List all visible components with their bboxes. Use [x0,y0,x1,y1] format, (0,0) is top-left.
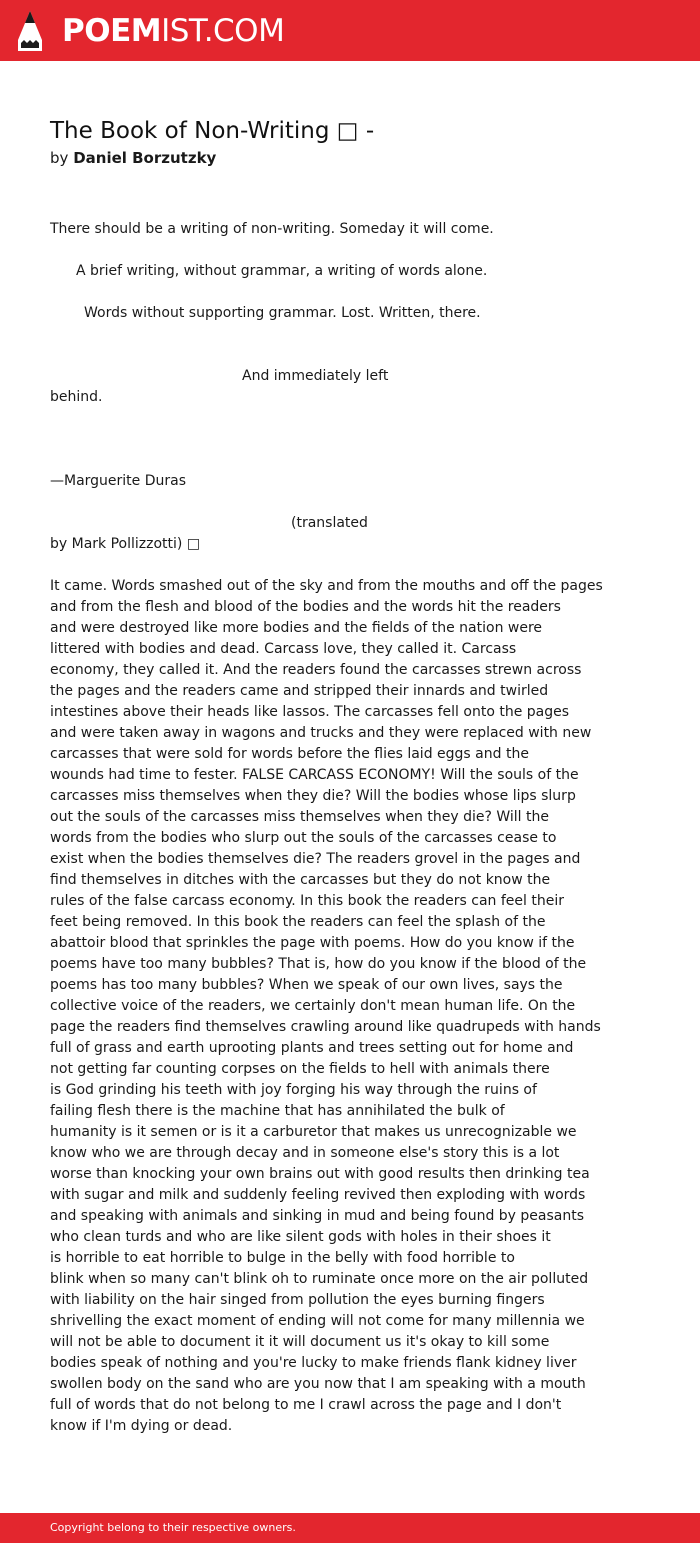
translator-credit: by Mark Pollizzotti) □ [50,536,201,552]
epigraph-line: And immediately left [242,368,389,384]
pencil-icon [17,10,43,52]
epigraph-attribution: —Marguerite Duras [50,473,187,489]
copyright-text: Copyright belong to their respective owners. [50,1521,296,1534]
epigraph-line: Words without supporting grammar. Lost. Written, there. [84,305,481,321]
site-logo-link[interactable] [62,10,284,52]
epigraph-line: There should be a writing of non-writing. Someday it will come. [50,221,494,237]
by-label: by [50,149,69,167]
poem-body: It came. Words smashed out of the sky and from the mouths and off the pages and from the flesh and blood of the bodies and the words hit the readers and were destroyed like more bodies and the fields of the nation were littered with bodies and dead. Carcass love, they called it. Carcass economy, they called it. And the readers found the carcasses strewn across the pages and the readers came and stripped their innards and twirled intestines above their heads like lassos. The carcasses fell onto the pages and were taken away in wagons and trucks and they were replaced with new carcasses that were sold for words before the flies laid eggs and the wounds had time to fester. FALSE CARCASS ECONOMY! Will the souls of the carcasses miss themselves when they die? Will the bodies whose lips slurp out the souls of the carcasses miss themselves when they die? Will the words from the bodies who slurp out the souls of the carcasses cease to exist when the bodies themselves die? The readers grovel in the pages and find themselves in ditches with the carcasses but they do not know the rules of the false carcass economy. In this book the readers can feel their feet being removed. In this book the readers can feel the splash of the abattoir blood that sprinkles the page with poems. How do you know if the poems have too many bubbles? That is, how do you know if the blood of the poems has too many bubbles? When we speak of our own lives, says the collective voice of the readers, we certainly don't mean human life. On the page the readers find themselves crawling around like quadrupeds with hands full of grass and earth uprooting plants and trees setting out for home and not getting far counting corpses on the fields to hell with animals there is God grinding his teeth with joy forging his way through the ruins of failing flesh there is the machine that has annihilated the bulk of humanity is it semen or is it a carburetor that makes us unrecognizable we know who we are through decay and in someone else's story this is a lot worse than knocking your own brains out with good results then drinking tea with sugar and milk and suddenly feeling revived then exploding with words and speaking with animals and sinking in mud and being found by peasants who clean turds and who are like silent gods with holes in their shoes it is horrible to eat horrible to bulge in the belly with food horrible to blink when so many can't blink oh to ruminate once more on the air polluted with liability on the hair singed from pollution the eyes burning fingers shrivelling the exact moment of ending will not come for many millennia we will not be able to document it it will document us it's okay to kill some bodies speak of nothing and you're lucky to make friends flank kidney liver swollen body on the sand who are you now that I am speaking with a mouth full of words that do not belong to me I crawl across the page and I don't know if I'm dying or dead. [50,578,603,1434]
byline [50,148,216,169]
epigraph-line: behind. [50,389,103,405]
poem-title: The Book of Non-Writing □ - [50,118,375,144]
site-footer [0,1513,700,1543]
site-header [0,0,700,61]
logo-text-light: IST.COM [161,13,285,49]
translator-credit: (translated [291,515,368,531]
epigraph-line: A brief writing, without grammar, a writing of words alone. [76,263,488,279]
author-link[interactable]: Daniel Borzutzky [73,149,217,167]
logo-text-bold: POEM [62,13,162,49]
